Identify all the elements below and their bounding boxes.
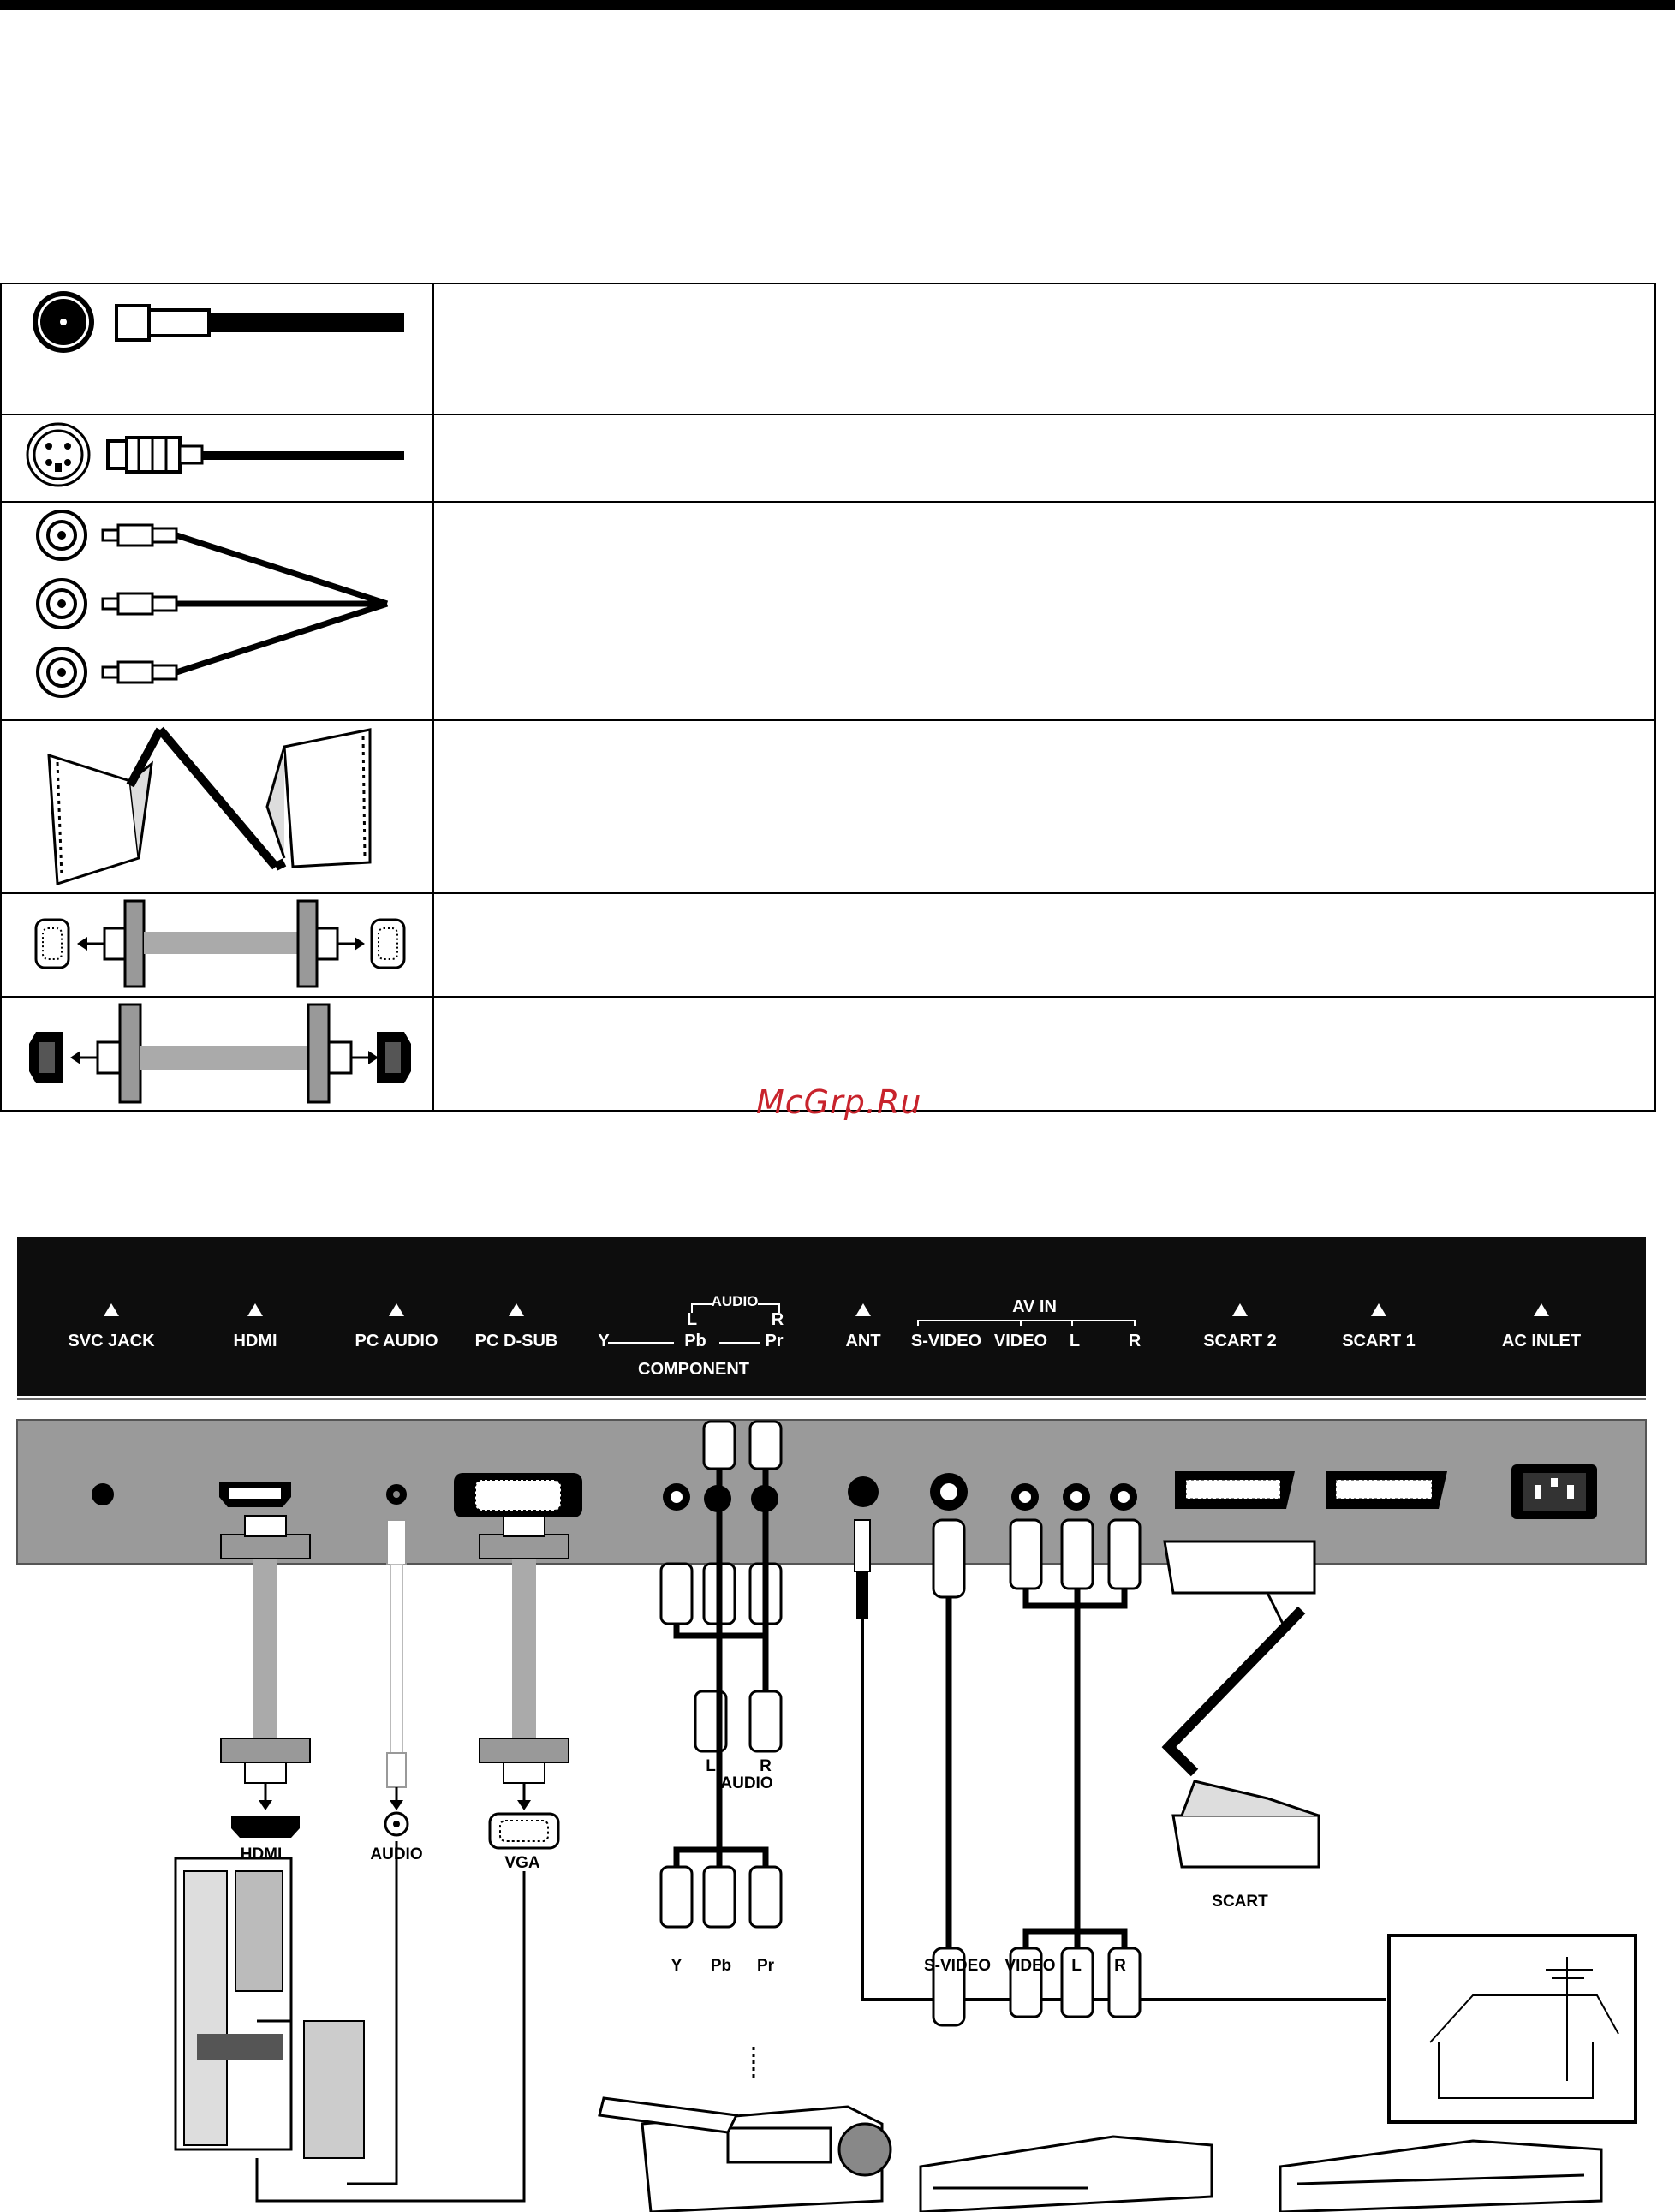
panel-header <box>17 1237 1646 1396</box>
diagram-artwork <box>0 1225 1675 2212</box>
device-hdmi-label: HDMI <box>240 1845 283 1863</box>
device-scart-label: SCART <box>1212 1893 1268 1911</box>
device-l-label: L <box>1071 1957 1082 1975</box>
rca-av-cable-icon <box>2 503 432 718</box>
cable-table <box>0 283 1656 1112</box>
cable-description <box>433 893 1655 997</box>
port-av-in-label: AV IN <box>1012 1297 1057 1316</box>
cable-image-cell <box>1 283 433 414</box>
s-video-cable-icon <box>2 415 432 501</box>
ant-arrow-icon <box>855 1303 871 1316</box>
cable-description <box>433 720 1655 893</box>
watermark: McGrp.Ru <box>756 1083 922 1121</box>
cable-row-scart <box>1 720 1655 893</box>
device-pb-label: Pb <box>710 1957 732 1975</box>
cable-description <box>433 502 1655 720</box>
cable-description <box>433 283 1655 414</box>
cable-row-rf <box>1 283 1655 414</box>
port-audio-r-label: R <box>771 1310 784 1329</box>
port-pb-label: Pb <box>684 1332 706 1350</box>
cable-image-cell <box>1 414 433 502</box>
port-scart1-label: SCART 1 <box>1342 1332 1416 1350</box>
cable-image-cell <box>1 893 433 997</box>
scart-cable-icon <box>2 721 432 892</box>
device-y-label: Y <box>671 1957 683 1975</box>
cable-row-svideo <box>1 414 1655 502</box>
scart1-arrow-icon <box>1371 1303 1386 1316</box>
port-pc-dsub-label: PC D-SUB <box>474 1332 558 1350</box>
port-ant-label: ANT <box>845 1332 881 1350</box>
cable-row-rca <box>1 502 1655 720</box>
cable-row-vga <box>1 893 1655 997</box>
vga-cable-icon <box>2 894 432 995</box>
hdmi-arrow-icon <box>247 1303 263 1316</box>
cable-description <box>433 414 1655 502</box>
scart2-arrow-icon <box>1232 1303 1248 1316</box>
camcorder <box>599 2098 891 2212</box>
cable-image-cell <box>1 720 433 893</box>
cable-image-cell <box>1 502 433 720</box>
device-audio-group-label: AUDIO <box>720 1774 773 1792</box>
ac-inlet-arrow-icon <box>1534 1303 1549 1316</box>
port-hdmi-label: HDMI <box>233 1332 277 1350</box>
port-av-l-label: L <box>1069 1332 1081 1350</box>
port-svc-jack-label: SVC JACK <box>68 1332 155 1350</box>
device-video-label: VIDEO <box>1004 1957 1056 1975</box>
port-component-label: COMPONENT <box>638 1360 749 1379</box>
device-audio-r-label: R <box>760 1757 772 1775</box>
device-pr-label: Pr <box>756 1957 775 1975</box>
port-audio-l-label: L <box>686 1310 698 1329</box>
set-top-box <box>1280 2141 1601 2212</box>
pc-tower <box>176 1858 364 2158</box>
cable-description <box>433 997 1655 1111</box>
port-s-video-label: S-VIDEO <box>910 1332 982 1350</box>
dvd-player <box>921 2137 1212 2212</box>
port-audio-label: AUDIO <box>711 1293 759 1309</box>
port-y-label: Y <box>598 1332 610 1350</box>
device-vga-label: VGA <box>504 1854 540 1872</box>
device-s-video-label: S-VIDEO <box>923 1957 992 1975</box>
rf-antenna-cable-icon <box>2 284 432 413</box>
pc-audio-arrow-icon <box>389 1303 404 1316</box>
cable-image-cell <box>1 997 433 1111</box>
device-audio-l-label: L <box>706 1757 716 1775</box>
port-av-r-label: R <box>1128 1332 1142 1350</box>
port-scart2-label: SCART 2 <box>1203 1332 1277 1350</box>
port-pc-audio-label: PC AUDIO <box>355 1332 438 1350</box>
connection-diagram <box>0 1225 1675 2212</box>
port-pr-label: Pr <box>765 1332 784 1350</box>
hdmi-cable-icon <box>2 998 432 1109</box>
device-r-label: R <box>1114 1957 1126 1975</box>
port-video-label: VIDEO <box>993 1332 1048 1350</box>
pc-dsub-arrow-icon <box>509 1303 524 1316</box>
antenna-box <box>1389 1935 1636 2122</box>
top-rule <box>0 0 1675 10</box>
svc-jack-arrow-icon <box>104 1303 119 1316</box>
port-ac-inlet-label: AC INLET <box>1501 1332 1582 1350</box>
device-audio-label: AUDIO <box>370 1845 423 1863</box>
